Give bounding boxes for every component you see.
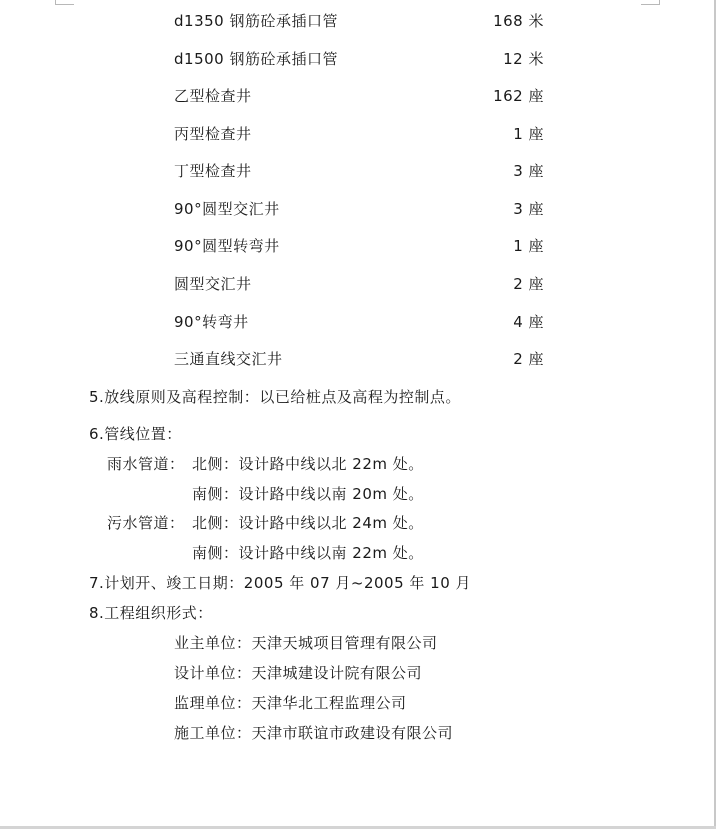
design-unit: 设计单位：天津城建设计院有限公司 [174,664,423,682]
material-qty: 2 座 [513,350,544,368]
material-name: 90°圆型交汇井 [174,200,280,218]
material-qty: 1 座 [513,125,544,143]
material-qty: 2 座 [513,275,544,293]
construction-unit: 施工单位：天津市联谊市政建设有限公司 [174,724,454,742]
sewage-pipe-south: 南侧：设计路中线以南 22m 处。 [192,544,424,562]
sewage-pipe-label: 污水管道： [107,514,185,532]
material-name: 三通直线交汇井 [174,350,283,368]
section-5-text: 5.放线原则及高程控制：以已给桩点及高程为控制点。 [89,388,461,406]
rain-pipe-label: 雨水管道： [107,455,185,473]
material-qty: 168 米 [493,12,544,30]
material-qty: 1 座 [513,237,544,255]
material-qty: 12 米 [503,50,544,68]
material-name: 90°转弯井 [174,313,249,331]
material-name: 丙型检查井 [174,125,252,143]
owner-unit: 业主单位：天津天城项目管理有限公司 [174,634,438,652]
page-corner-mark [641,0,660,5]
material-name: 丁型检查井 [174,162,252,180]
material-name: 90°圆型转弯井 [174,237,280,255]
material-name: 乙型检查井 [174,87,252,105]
rain-pipe-north: 北侧：设计路中线以北 22m 处。 [192,455,424,473]
material-qty: 3 座 [513,162,544,180]
section-8-heading: 8.工程组织形式： [89,604,213,622]
material-qty: 3 座 [513,200,544,218]
material-qty: 4 座 [513,313,544,331]
section-6-heading: 6.管线位置： [89,425,182,443]
material-name: d1350 钢筋砼承插口管 [174,12,338,30]
material-name: d1500 钢筋砼承插口管 [174,50,338,68]
material-qty: 162 座 [493,87,544,105]
section-7-text: 7.计划开、竣工日期：2005 年 07 月~2005 年 10 月 [89,574,472,592]
page-corner-mark [55,0,74,5]
material-name: 圆型交汇井 [174,275,252,293]
sewage-pipe-north: 北侧：设计路中线以北 24m 处。 [192,514,424,532]
supervision-unit: 监理单位：天津华北工程监理公司 [174,694,407,712]
rain-pipe-south: 南侧：设计路中线以南 20m 处。 [192,485,424,503]
